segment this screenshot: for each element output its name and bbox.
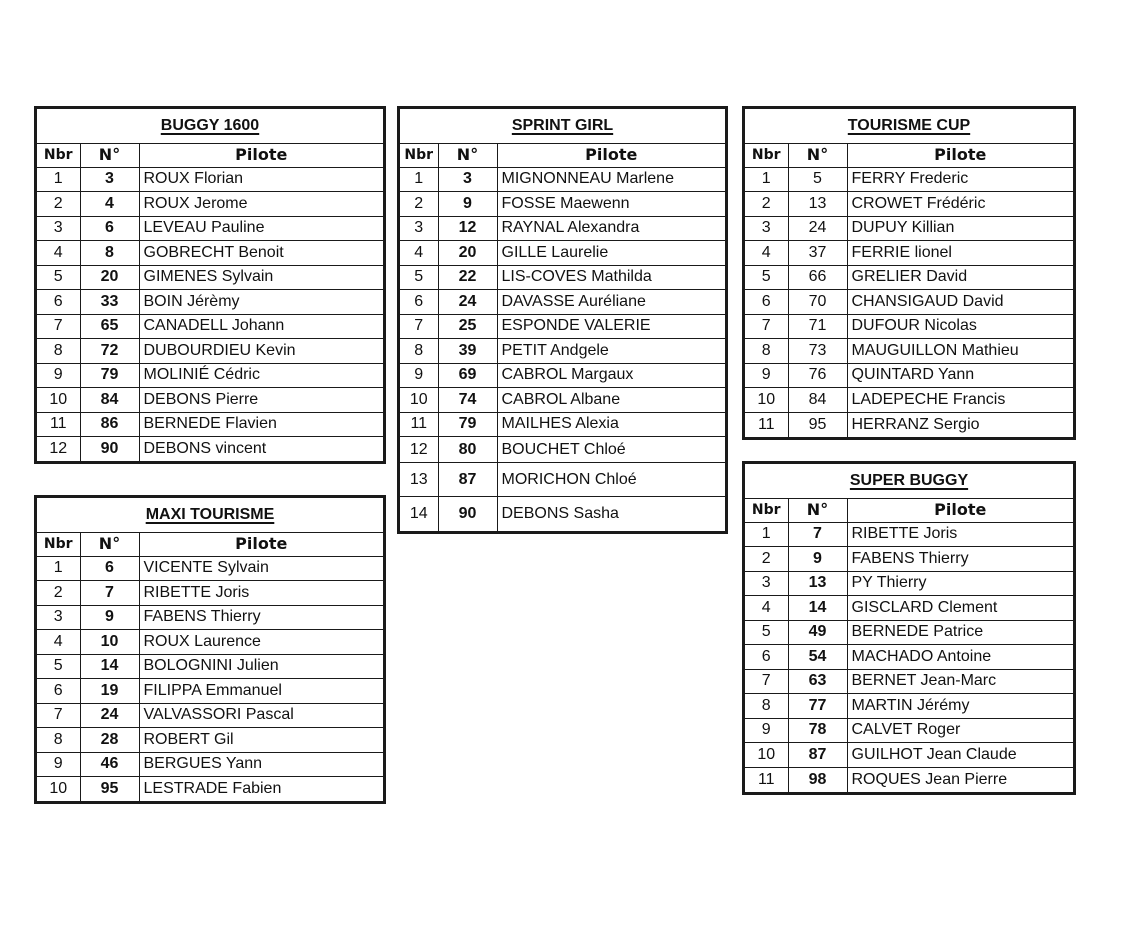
row-numero: 65 [80, 314, 139, 339]
row-pilote: MARTIN Jérémy [847, 694, 1073, 719]
row-nbr: 6 [745, 290, 788, 315]
table-row [37, 314, 383, 339]
row-numero: 86 [80, 412, 139, 437]
row-numero: 49 [788, 620, 847, 645]
row-numero: 20 [438, 241, 497, 266]
table-row [37, 654, 383, 679]
row-nbr: 2 [400, 192, 438, 217]
row-pilote: GOBRECHT Benoit [139, 241, 383, 266]
table-row [37, 556, 383, 581]
row-pilote: FABENS Thierry [139, 605, 383, 630]
row-nbr: 3 [37, 605, 80, 630]
row-pilote: RAYNAL Alexandra [497, 216, 725, 241]
table-row [745, 388, 1073, 413]
row-nbr: 5 [745, 620, 788, 645]
row-pilote: HERRANZ Sergio [847, 412, 1073, 437]
row-nbr: 2 [745, 192, 788, 217]
row-nbr: 9 [37, 363, 80, 388]
table-buggy-1600 [34, 106, 386, 464]
row-nbr: 1 [745, 167, 788, 192]
table-row [37, 167, 383, 192]
row-numero: 9 [80, 605, 139, 630]
row-pilote: ROUX Laurence [139, 630, 383, 655]
col-header-numero: N° [438, 143, 497, 167]
table-row [37, 679, 383, 704]
row-nbr: 5 [745, 265, 788, 290]
table-row [745, 767, 1073, 792]
row-numero: 87 [438, 463, 497, 497]
row-numero: 7 [80, 581, 139, 606]
row-nbr: 8 [745, 339, 788, 364]
row-numero: 14 [80, 654, 139, 679]
row-numero: 24 [438, 290, 497, 315]
table-row [400, 497, 725, 531]
row-numero: 71 [788, 314, 847, 339]
row-pilote: CANADELL Johann [139, 314, 383, 339]
row-nbr: 6 [37, 290, 80, 315]
col-header-nbr: Nbr [37, 532, 80, 556]
table-tourisme-cup [742, 106, 1076, 440]
table-row [745, 216, 1073, 241]
row-nbr: 10 [400, 388, 438, 413]
table-row [37, 265, 383, 290]
table-title-row [37, 109, 383, 143]
row-numero: 78 [788, 718, 847, 743]
col-header-numero: N° [80, 532, 139, 556]
table-row [37, 605, 383, 630]
row-numero: 25 [438, 314, 497, 339]
row-pilote: MOLINIÉ Cédric [139, 363, 383, 388]
row-numero: 54 [788, 645, 847, 670]
table-header-row [745, 143, 1073, 167]
table-header-row [37, 143, 383, 167]
row-numero: 72 [80, 339, 139, 364]
row-numero: 76 [788, 363, 847, 388]
row-numero: 13 [788, 571, 847, 596]
table-row [400, 241, 725, 266]
row-nbr: 9 [745, 363, 788, 388]
table-title-row [37, 498, 383, 532]
row-pilote: LADEPECHE Francis [847, 388, 1073, 413]
table-row [745, 339, 1073, 364]
row-numero: 69 [438, 363, 497, 388]
row-numero: 74 [438, 388, 497, 413]
table-row [745, 596, 1073, 621]
row-numero: 80 [438, 437, 497, 463]
table-row [37, 290, 383, 315]
col-header-numero: N° [788, 498, 847, 522]
table-row [37, 777, 383, 802]
table-row [745, 412, 1073, 437]
row-pilote: ROQUES Jean Pierre [847, 767, 1073, 792]
row-pilote: FILIPPA Emmanuel [139, 679, 383, 704]
table-row [400, 339, 725, 364]
row-numero: 70 [788, 290, 847, 315]
row-pilote: ROUX Jerome [139, 192, 383, 217]
row-numero: 6 [80, 216, 139, 241]
row-numero: 77 [788, 694, 847, 719]
row-pilote: QUINTARD Yann [847, 363, 1073, 388]
row-nbr: 3 [745, 571, 788, 596]
table-row [400, 216, 725, 241]
row-numero: 19 [80, 679, 139, 704]
col-header-pilote: Pilote [139, 532, 383, 556]
table-row [745, 718, 1073, 743]
row-numero: 24 [80, 703, 139, 728]
row-nbr: 5 [37, 654, 80, 679]
table-row [400, 412, 725, 437]
row-nbr: 1 [400, 167, 438, 192]
table-row [745, 241, 1073, 266]
table-row [745, 522, 1073, 547]
row-pilote: GIMENES Sylvain [139, 265, 383, 290]
row-numero: 28 [80, 728, 139, 753]
row-pilote: LIS-COVES Mathilda [497, 265, 725, 290]
row-numero: 95 [788, 412, 847, 437]
row-pilote: CHANSIGAUD David [847, 290, 1073, 315]
table-title-row [400, 109, 725, 143]
row-pilote: RIBETTE Joris [847, 522, 1073, 547]
row-pilote: MAUGUILLON Mathieu [847, 339, 1073, 364]
row-numero: 9 [788, 547, 847, 572]
col-header-pilote: Pilote [497, 143, 725, 167]
row-numero: 33 [80, 290, 139, 315]
row-pilote: RIBETTE Joris [139, 581, 383, 606]
row-nbr: 7 [37, 314, 80, 339]
row-nbr: 1 [745, 522, 788, 547]
row-pilote: CABROL Margaux [497, 363, 725, 388]
table-sprint-girl [397, 106, 728, 534]
row-numero: 12 [438, 216, 497, 241]
table-row [745, 363, 1073, 388]
row-nbr: 2 [745, 547, 788, 572]
row-nbr: 10 [37, 777, 80, 802]
row-nbr: 12 [37, 437, 80, 462]
row-nbr: 4 [400, 241, 438, 266]
table-title: BUGGY 1600 [160, 116, 260, 134]
row-nbr: 13 [400, 463, 438, 497]
col-header-numero: N° [80, 143, 139, 167]
row-numero: 22 [438, 265, 497, 290]
row-nbr: 8 [745, 694, 788, 719]
table-row [745, 620, 1073, 645]
row-numero: 6 [80, 556, 139, 581]
table-row [745, 571, 1073, 596]
col-header-numero: N° [788, 143, 847, 167]
row-numero: 79 [438, 412, 497, 437]
row-numero: 5 [788, 167, 847, 192]
row-pilote: FERRY Frederic [847, 167, 1073, 192]
table-title-row [745, 464, 1073, 498]
row-nbr: 2 [37, 581, 80, 606]
row-numero: 9 [438, 192, 497, 217]
table-row [745, 547, 1073, 572]
table-row [745, 265, 1073, 290]
table-row [400, 388, 725, 413]
row-nbr: 12 [400, 437, 438, 463]
row-nbr: 5 [37, 265, 80, 290]
table-row [745, 167, 1073, 192]
col-header-pilote: Pilote [847, 498, 1073, 522]
table-maxi-tourisme [34, 495, 386, 804]
row-pilote: BERNET Jean-Marc [847, 669, 1073, 694]
table-row [37, 630, 383, 655]
row-nbr: 1 [37, 556, 80, 581]
row-pilote: FOSSE Maewenn [497, 192, 725, 217]
col-header-nbr: Nbr [745, 143, 788, 167]
table-row [37, 437, 383, 462]
table-row [37, 728, 383, 753]
row-pilote: BOLOGNINI Julien [139, 654, 383, 679]
table-title-row [745, 109, 1073, 143]
row-nbr: 8 [37, 339, 80, 364]
row-numero: 63 [788, 669, 847, 694]
table-row [745, 743, 1073, 768]
table-row [745, 694, 1073, 719]
row-nbr: 4 [37, 630, 80, 655]
row-numero: 7 [788, 522, 847, 547]
row-nbr: 11 [400, 412, 438, 437]
table-row [400, 463, 725, 497]
table-title: SPRINT GIRL [511, 116, 614, 134]
row-numero: 8 [80, 241, 139, 266]
row-pilote: BERNEDE Flavien [139, 412, 383, 437]
row-nbr: 10 [37, 388, 80, 413]
table-header-row [400, 143, 725, 167]
row-nbr: 8 [400, 339, 438, 364]
row-pilote: MORICHON Chloé [497, 463, 725, 497]
row-nbr: 4 [37, 241, 80, 266]
table-row [37, 363, 383, 388]
row-nbr: 7 [745, 314, 788, 339]
row-nbr: 14 [400, 497, 438, 531]
row-numero: 73 [788, 339, 847, 364]
table-row [37, 192, 383, 217]
table-title: SUPER BUGGY [849, 471, 969, 489]
row-numero: 95 [80, 777, 139, 802]
row-nbr: 9 [400, 363, 438, 388]
table-row [400, 363, 725, 388]
row-pilote: CALVET Roger [847, 718, 1073, 743]
row-numero: 10 [80, 630, 139, 655]
table-title: TOURISME CUP [847, 116, 971, 134]
row-pilote: ROBERT Gil [139, 728, 383, 753]
row-numero: 90 [438, 497, 497, 531]
row-pilote: DEBONS Pierre [139, 388, 383, 413]
row-pilote: BERNEDE Patrice [847, 620, 1073, 645]
row-pilote: LEVEAU Pauline [139, 216, 383, 241]
row-pilote: ESPONDE VALERIE [497, 314, 725, 339]
table-row [37, 388, 383, 413]
row-pilote: GILLE Laurelie [497, 241, 725, 266]
row-pilote: VALVASSORI Pascal [139, 703, 383, 728]
table-row [37, 241, 383, 266]
table-row [37, 752, 383, 777]
row-nbr: 3 [400, 216, 438, 241]
row-pilote: BOIN Jérèmy [139, 290, 383, 315]
row-numero: 79 [80, 363, 139, 388]
col-header-nbr: Nbr [400, 143, 438, 167]
row-nbr: 11 [745, 412, 788, 437]
row-pilote: DEBONS Sasha [497, 497, 725, 531]
row-numero: 37 [788, 241, 847, 266]
row-numero: 39 [438, 339, 497, 364]
table-row [745, 645, 1073, 670]
col-header-nbr: Nbr [745, 498, 788, 522]
row-pilote: FABENS Thierry [847, 547, 1073, 572]
table-header-row [37, 532, 383, 556]
table-super-buggy [742, 461, 1076, 795]
row-pilote: VICENTE Sylvain [139, 556, 383, 581]
row-nbr: 8 [37, 728, 80, 753]
col-header-nbr: Nbr [37, 143, 80, 167]
table-row [400, 437, 725, 463]
row-numero: 66 [788, 265, 847, 290]
row-pilote: MIGNONNEAU Marlene [497, 167, 725, 192]
row-nbr: 7 [400, 314, 438, 339]
row-pilote: FERRIE lionel [847, 241, 1073, 266]
row-pilote: BERGUES Yann [139, 752, 383, 777]
row-nbr: 4 [745, 241, 788, 266]
row-nbr: 11 [37, 412, 80, 437]
row-pilote: CABROL Albane [497, 388, 725, 413]
table-row [37, 412, 383, 437]
row-numero: 90 [80, 437, 139, 462]
row-numero: 46 [80, 752, 139, 777]
row-pilote: DUFOUR Nicolas [847, 314, 1073, 339]
row-numero: 24 [788, 216, 847, 241]
row-pilote: DUBOURDIEU Kevin [139, 339, 383, 364]
row-numero: 4 [80, 192, 139, 217]
row-nbr: 6 [37, 679, 80, 704]
row-pilote: GRELIER David [847, 265, 1073, 290]
row-nbr: 9 [745, 718, 788, 743]
row-numero: 3 [80, 167, 139, 192]
row-pilote: PY Thierry [847, 571, 1073, 596]
col-header-pilote: Pilote [847, 143, 1073, 167]
table-row [400, 314, 725, 339]
row-nbr: 6 [745, 645, 788, 670]
row-numero: 3 [438, 167, 497, 192]
table-row [400, 192, 725, 217]
row-nbr: 3 [745, 216, 788, 241]
row-numero: 87 [788, 743, 847, 768]
row-nbr: 7 [745, 669, 788, 694]
row-numero: 14 [788, 596, 847, 621]
table-row [37, 581, 383, 606]
row-numero: 98 [788, 767, 847, 792]
row-nbr: 2 [37, 192, 80, 217]
table-row [400, 167, 725, 192]
table-row [37, 339, 383, 364]
row-pilote: BOUCHET Chloé [497, 437, 725, 463]
table-title: MAXI TOURISME [145, 505, 275, 523]
row-nbr: 1 [37, 167, 80, 192]
table-row [37, 703, 383, 728]
row-numero: 20 [80, 265, 139, 290]
row-pilote: CROWET Frédéric [847, 192, 1073, 217]
row-pilote: MACHADO Antoine [847, 645, 1073, 670]
row-nbr: 11 [745, 767, 788, 792]
row-nbr: 6 [400, 290, 438, 315]
row-nbr: 9 [37, 752, 80, 777]
row-nbr: 10 [745, 388, 788, 413]
row-nbr: 7 [37, 703, 80, 728]
table-row [745, 290, 1073, 315]
row-numero: 84 [788, 388, 847, 413]
table-header-row [745, 498, 1073, 522]
row-pilote: GISCLARD Clement [847, 596, 1073, 621]
row-pilote: ROUX Florian [139, 167, 383, 192]
row-nbr: 3 [37, 216, 80, 241]
row-nbr: 4 [745, 596, 788, 621]
row-pilote: LESTRADE Fabien [139, 777, 383, 802]
row-nbr: 5 [400, 265, 438, 290]
row-pilote: MAILHES Alexia [497, 412, 725, 437]
row-nbr: 10 [745, 743, 788, 768]
row-pilote: PETIT Andgele [497, 339, 725, 364]
row-pilote: GUILHOT Jean Claude [847, 743, 1073, 768]
row-pilote: DEBONS vincent [139, 437, 383, 462]
table-row [745, 192, 1073, 217]
row-pilote: DAVASSE Auréliane [497, 290, 725, 315]
col-header-pilote: Pilote [139, 143, 383, 167]
table-row [400, 290, 725, 315]
table-row [37, 216, 383, 241]
row-pilote: DUPUY Killian [847, 216, 1073, 241]
table-row [745, 669, 1073, 694]
table-row [400, 265, 725, 290]
row-numero: 84 [80, 388, 139, 413]
row-numero: 13 [788, 192, 847, 217]
table-row [745, 314, 1073, 339]
